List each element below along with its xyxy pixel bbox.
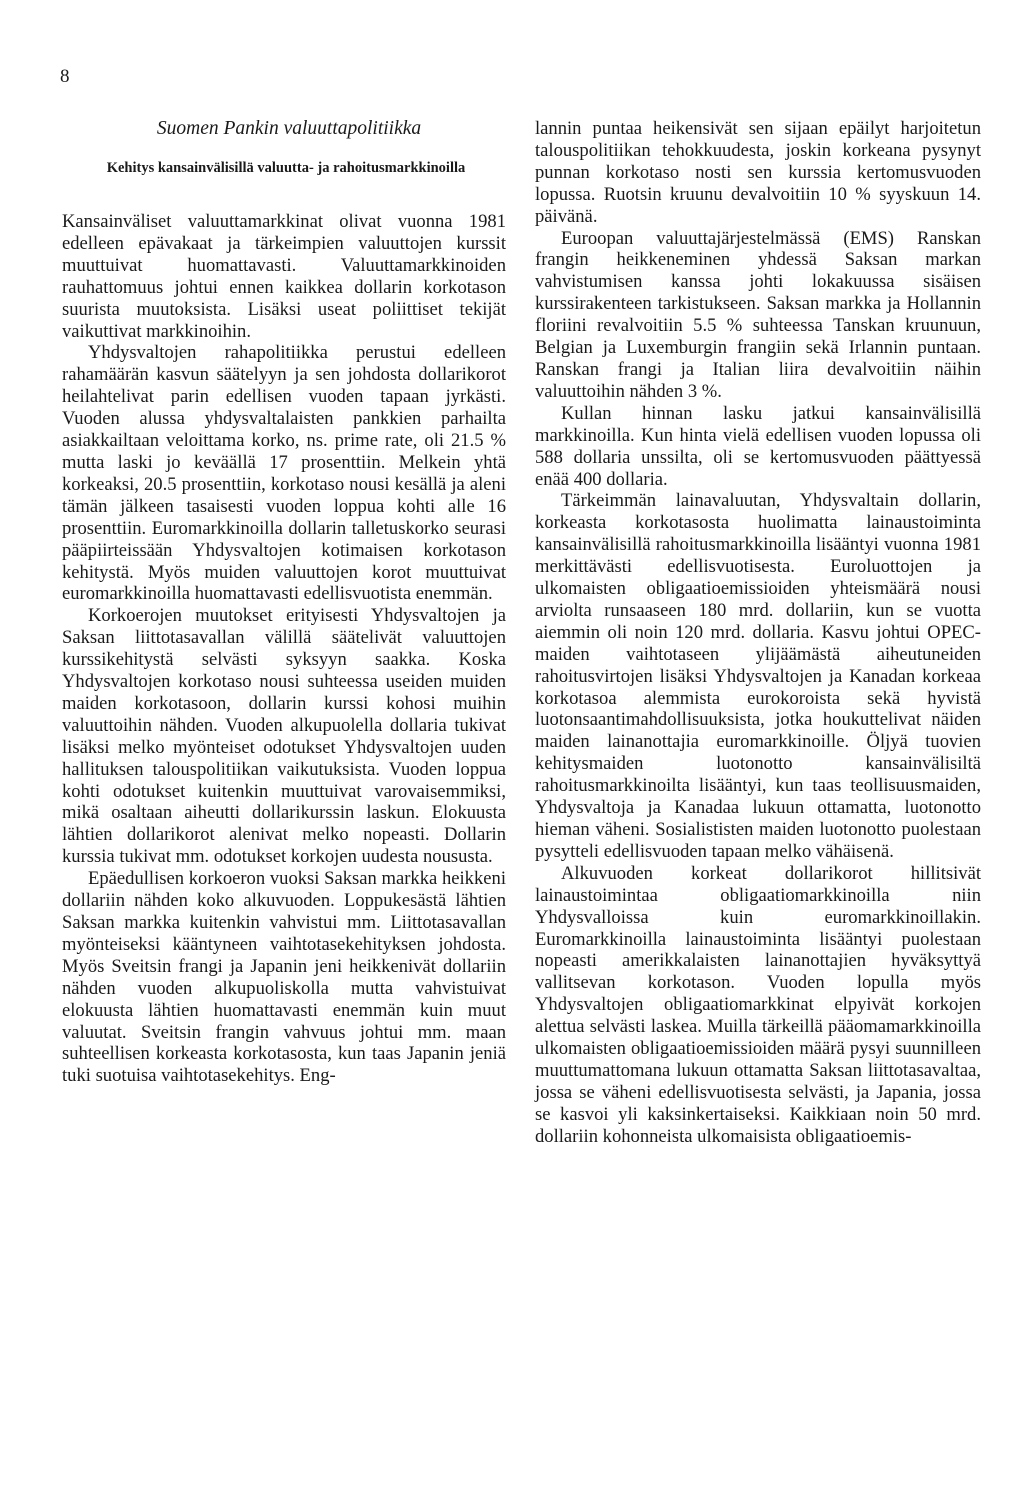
paragraph: Kullan hinnan lasku jatkui kansainvälisillä markkinoilla. Kun hinta vielä edellisen vuoden lopussa oli 588 dollaria unssilta, oli se kertomusvuoden päättyessä enää 400 dollaria. <box>535 402 981 490</box>
running-title: Suomen Pankin valuuttapolitiikka <box>156 118 422 139</box>
paragraph: Kansainväliset valuuttamarkkinat olivat vuonna 1981 edelleen epävakaat ja tärkeimpien valuuttojen kurssit muuttuivat huomattavasti. Valuuttamarkkinoiden rauhattomuus johtui ennen kaikkea dollarin korkotason suurista muutoksista. Lisäksi useat poliittiset tekijät vaikuttivat markkinoihin. <box>62 211 506 342</box>
paragraph: Euroopan valuuttajärjestelmässä (EMS) Ranskan frangin heikkeneminen yhdessä Saksan markan vahvistumisen kanssa johti lokakuussa sisäisen kurssirakenteen tarkistukseen. Saksan markka ja Hollannin floriini revalvoitiin 5.5 % suhteessa Tanskan kruunuun, Belgian ja Luxemburgin frangiin sekä Irlannin puntaan. Ranskan frangi ja Italian liira devalvoitiin näihin valuuttoihin nähden 3 %. <box>535 227 981 402</box>
paragraph: Epäedullisen korkoeron vuoksi Saksan markka heikkeni dollariin nähden koko alkuvuoden. Loppukesästä lähtien Saksan markka kuitenkin vahvistui mm. Liittotasavallan myönteiseksi kääntyneen vaihtotasekehityksen johdosta. Myös Sveitsin frangi ja Japanin jeni heikkenivät dollariin nähden vuoden alkupuoliskolla mutta vahvistuivat elokuusta lähtien huomattavasti enemmän kuin muut valuutat. Sveitsin frangin vahvuus johtui mm. maan suhteellisen korkeasta korkotasosta, kun taas Japanin jeniä tuki suotuisa vaihtotasekehitys. Eng- <box>62 868 506 1087</box>
left-column <box>62 118 506 1087</box>
paragraph: Tärkeimmän lainavaluutan, Yhdysvaltain dollarin, korkeasta korkotasosta huolimatta lainaustoiminta kansainvälisillä rahoitusmarkkinoilla lisääntyi vuonna 1981 merkittävästi edellisvuotisesta. Euroluottojen ja ulkomaisten obligaatioemissioiden yhteismäärä nousi arviolta runsaaseen 180 mrd. dollariin, kun se vuotta aiemmin oli noin 120 mrd. dollaria. Kasvu johtui OPEC-maiden vaihtotaseen ylijäämästä aiheutuneiden rahoitusvirtojen lisäksi Yhdysvaltojen ja Kanadan korkeaa korkotasoa alemmista eurokoroista sekä hyvistä luotonsaantimahdollisuuksista, jotka houkuttelivat näiden maiden lainanottajia euromarkkinoille. Öljyä tuovien kehitysmaiden luotonotto kansainvälisiltä rahoitusmarkkinoilta lisääntyi, kun taas teollisuusmaiden, Yhdysvaltoja ja Kanadaa lukuun ottamatta, luotonotto hieman väheni. Sosialististen maiden luotonotto puolestaan pysytteli edellisvuoden tapaan melko vähäisenä. <box>535 490 981 862</box>
paragraph: Korkoerojen muutokset erityisesti Yhdysvaltojen ja Saksan liittotasavallan välillä säätelivät valuuttojen kurssikehitystä selvästi syksyyn saakka. Koska Yhdysvaltojen korkotaso nousi suhteessa useiden muiden maiden korkotasoon, dollarin kurssi kohosi muihin valuuttoihin nähden. Vuoden alkupuolella dollaria tukivat lisäksi melko myönteiset odotukset Yhdysvaltojen uuden hallituksen talouspolitiikan vaikutuksista. Vuoden loppua kohti odotukset kuitenkin muuttuivat varovaisemmiksi, mikä osaltaan aiheutti dollarikurssin laskun. Elokuusta lähtien dollarikorot alenivat melko nopeasti. Dollarin kurssia tukivat mm. odotukset korkojen uudesta noususta. <box>62 605 506 868</box>
paragraph: Yhdysvaltojen rahapolitiikka perustui edelleen rahamäärän kasvun säätelyyn ja sen johdosta dollarikorot heilahtelivat parin edellisen vuoden tapaan jyrkästi. Vuoden alussa yhdysvaltalaisten pankkien parhailta asiakkailtaan veloittama korko, ns. prime rate, oli 21.5 % mutta laski jo keväällä 17 prosenttiin. Melkein yhtä korkeaksi, 20.5 prosenttiin, korkotaso nousi kesällä ja aleni tämän jälkeen tasaisesti vuoden loppua kohti alle 16 prosenttiin. Euromarkkinoilla dollarin talletuskorko seurasi pääpiirteissään Yhdysvaltojen kotimaisen korkotason kehitystä. Myös muiden valuuttojen korot muuttuivat euromarkkinoilla huomattavasti edellisvuotista enemmän. <box>62 342 506 605</box>
section-heading: Kehitys kansainvälisillä valuutta- ja rahoitusmarkkinoilla <box>106 160 466 176</box>
paragraph: Alkuvuoden korkeat dollarikorot hillitsivät lainaustoimintaa obligaatiomarkkinoilla niin Yhdysvalloissa kuin euromarkkinoillakin. Euromarkkinoilla lainaustoiminta lisääntyi puolestaan nopeasti amerikkalaisten lainanottajien hyväksyttyä vallitsevan korkotason. Vuoden lopulla myös Yhdysvaltojen obligaatiomarkkinat elpyivät korkojen alettua selvästi laskea. Muilla tärkeillä pääomamarkkinoilla ulkomaisten obligaatioemissioiden määrä pysyi suunnilleen muuttumattomana lukuun ottamatta Saksan liittotasavaltaa, jossa se väheni edellisvuotisesta selvästi, ja Japania, jossa se kasvoi yli kaksinkertaiseksi. Kaikkiaan noin 50 mrd. dollariin kohonneista ulkomaisista obligaatioemis- <box>535 862 981 1147</box>
right-column <box>535 118 981 1148</box>
paragraph: lannin puntaa heikensivät sen sijaan epäilyt harjoitetun talouspolitiikan tehokkuudesta, joskin korkeana pysynyt punnan korkotaso nosti sen kurssia kertomusvuoden lopussa. Ruotsin kruunu devalvoitiin 10 % syyskuun 14. päivänä. <box>535 118 981 227</box>
page-number: 8 <box>60 66 70 87</box>
